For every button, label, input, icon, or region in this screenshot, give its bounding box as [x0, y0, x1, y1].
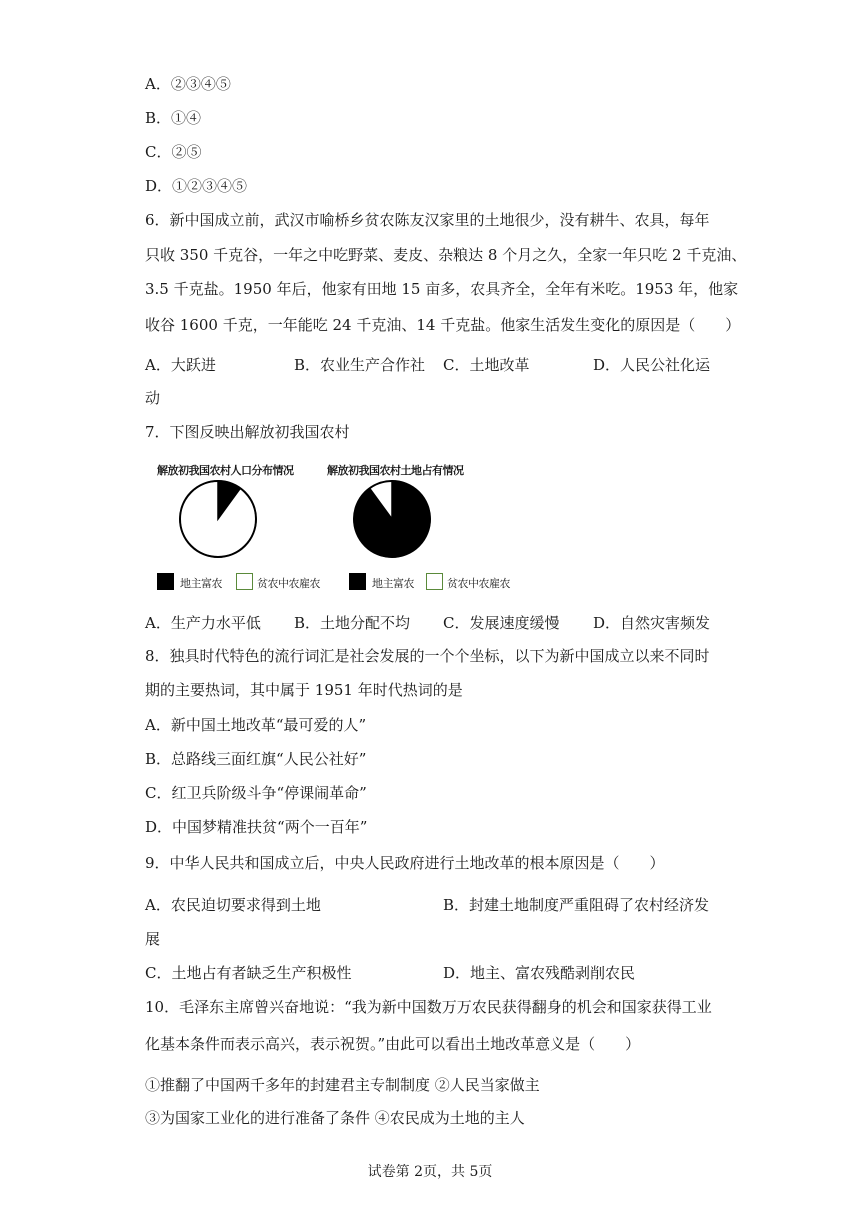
q9-option-a: A．农民迫切要求得到土地: [145, 896, 321, 914]
q6-option-a: A．大跃进: [145, 356, 216, 374]
page-footer: 试卷第 2页，共 5页: [367, 1164, 493, 1180]
q8-option-a: A．新中国土地改革“最可爱的人”: [145, 716, 367, 734]
chart2-pie: [344, 478, 444, 568]
prev-option-d: D．①②③④⑤: [145, 177, 248, 195]
q9-option-c: C．土地占有者缺乏生产积极性: [145, 964, 352, 982]
legend1-white-swatch: [236, 573, 253, 590]
q6-stem-line3: 3.5 千克盐。1950 年后，他家有田地 15 亩多，农具齐全，全年有米吃。1953 年，他家: [145, 280, 739, 298]
q6-option-c: C．土地改革: [443, 356, 530, 374]
q9-option-d: D．地主、富农残酷剥削农民: [443, 964, 636, 982]
q8-stem-line2: 期的主要热词，其中属于 1951 年时代热词的是: [145, 681, 463, 699]
legend1-black-swatch: [157, 573, 174, 590]
legend2-white-swatch: [426, 573, 443, 590]
q6-stem-line1: 6．新中国成立前，武汉市喻桥乡贫农陈友汉家里的土地很少，没有耕牛、农具，每年: [145, 211, 710, 229]
chart1-pie: [170, 478, 270, 568]
q8-stem-line1: 8．独具时代特色的流行词汇是社会发展的一个个坐标，以下为新中国成立以来不同时: [145, 647, 710, 665]
q6-option-d-continued: 动: [145, 389, 161, 407]
q6-option-b: B．农业生产合作社: [294, 356, 426, 374]
q7-stem: 7．下图反映出解放初我国农村: [145, 423, 350, 441]
q6-stem-line4: 收谷 1600 千克，一年能吃 24 千克油、14 千克盐。他家生活发生变化的原因是（ ）: [145, 316, 741, 334]
q8-option-b: B．总路线三面红旗“人民公社好”: [145, 750, 367, 768]
prev-option-b: B．①④: [145, 109, 202, 127]
q9-option-b-continued: 展: [145, 930, 161, 948]
legend1-white-label: 贫农中农雇农: [257, 577, 320, 590]
prev-option-c: C．②⑤: [145, 143, 202, 161]
q10-statement-3-4: ③为国家工业化的进行准备了条件 ④农民成为土地的主人: [145, 1109, 525, 1127]
q9-stem: 9．中华人民共和国成立后，中央人民政府进行土地改革的根本原因是（ ）: [145, 854, 665, 872]
q6-option-d: D．人民公社化运: [593, 356, 711, 374]
q10-stem-line2: 化基本条件而表示高兴，表示祝贺。”由此可以看出土地改革意义是（ ）: [145, 1035, 641, 1053]
q7-option-a: A．生产力水平低: [145, 614, 261, 632]
legend2-black-swatch: [349, 573, 366, 590]
q6-stem-line2: 只收 350 千克谷，一年之中吃野菜、麦皮、杂粮达 8 个月之久，全家一年只吃 2 千克油、: [145, 246, 747, 264]
legend2-black-label: 地主富农: [372, 577, 414, 590]
q7-option-d: D．自然灾害频发: [593, 614, 711, 632]
q9-option-b: B．封建土地制度严重阻碍了农村经济发: [443, 896, 710, 914]
q10-stem-line1: 10．毛泽东主席曾兴奋地说：“我为新中国数万万农民获得翻身的机会和国家获得工业: [145, 998, 712, 1016]
q8-option-d: D．中国梦精准扶贫“两个一百年”: [145, 818, 368, 836]
q7-option-c: C．发展速度缓慢: [443, 614, 560, 632]
legend2-white-label: 贫农中农雇农: [447, 577, 510, 590]
q10-statement-1-2: ①推翻了中国两千多年的封建君主专制制度 ②人民当家做主: [145, 1076, 540, 1094]
legend1-black-label: 地主富农: [180, 577, 222, 590]
chart1-title: 解放初我国农村人口分布情况: [157, 464, 294, 477]
q7-option-b: B．土地分配不均: [294, 614, 411, 632]
prev-option-a: A．②③④⑤: [145, 75, 231, 93]
chart2-title: 解放初我国农村土地占有情况: [327, 464, 464, 477]
q8-option-c: C．红卫兵阶级斗争“停课闹革命”: [145, 784, 367, 802]
